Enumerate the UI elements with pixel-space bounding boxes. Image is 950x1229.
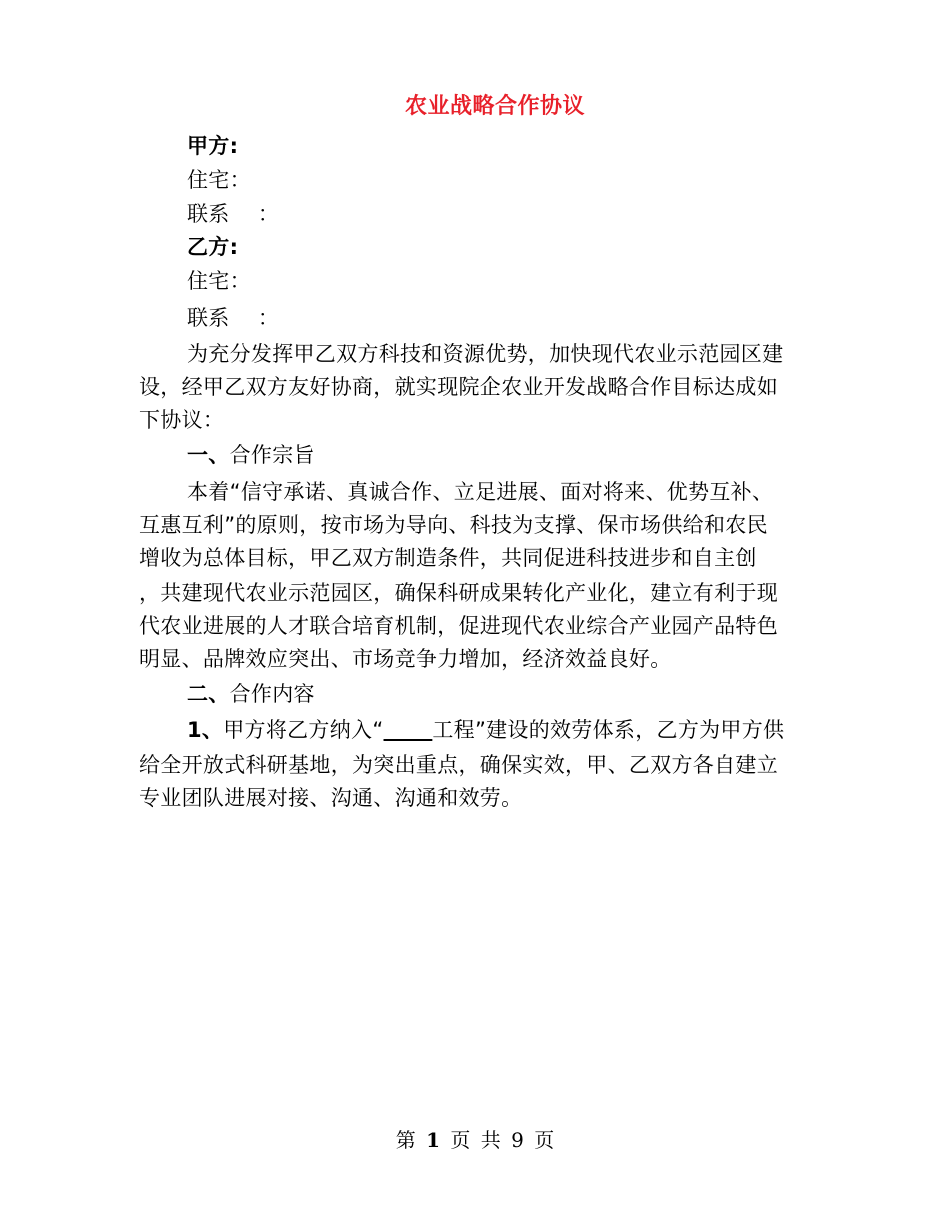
paragraph-line: 给全开放式科研基地，为突出重点，确保实效，甲、乙双方各自建立 (139, 753, 778, 777)
paragraph-line: 为充分发挥甲乙双方科技和资源优势，加快现代农业示范园区建 (187, 342, 784, 366)
section-2-heading (187, 677, 867, 711)
footer-middle: 页 共 (450, 1128, 501, 1152)
item-text-post: 工程”建设的效劳体系，乙方为甲方供 (432, 718, 785, 742)
section-title: 合作内容 (229, 682, 315, 706)
fill-in-blank (384, 718, 433, 742)
paragraph-line: 本着“信守承诺、真诚合作、立足进展、面对将来、优势互补、 (187, 480, 774, 504)
section-title: 合作宗旨 (229, 443, 315, 467)
section-number: 二、 (187, 682, 230, 706)
document-title: 农业战略合作协议 (404, 93, 585, 119)
paragraph-line: 增收为总体目标，甲乙双方制造条件，共同促进科技进步和自主创 (139, 546, 757, 570)
current-page-number: 1 (426, 1128, 441, 1152)
footer-suffix: 页 (534, 1128, 555, 1152)
section-1-heading (187, 438, 867, 472)
paragraph-line: 明显、品牌效应突出、市场竞争力增加，经济效益良好。 (139, 647, 672, 671)
section-number: 一、 (187, 443, 230, 467)
item-first-line (187, 713, 867, 747)
party-a-label: 甲方: (187, 134, 239, 158)
party-a-contact: 联系 ： (187, 202, 280, 226)
item-separator: 、 (201, 718, 224, 742)
total-page-number: 9 (511, 1128, 524, 1152)
paragraph-line: 设，经甲乙双方友好协商，就实现院企农业开发战略合作目标达成如 (139, 375, 778, 399)
party-b-label: 乙方: (187, 235, 239, 259)
paragraph-line: 专业团队进展对接、沟通、沟通和效劳。 (139, 786, 523, 810)
item-text-pre: 甲方将乙方纳入“ (223, 718, 384, 742)
page-footer (0, 1124, 950, 1156)
footer-prefix: 第 (395, 1128, 416, 1152)
paragraph-line: ，共建现代农业示范园区，确保科研成果转化产业化，建立有利于现 (139, 581, 778, 605)
paragraph-line: 互惠互利”的原则，按市场为导向、科技为支撑、保市场供给和农民 (139, 513, 768, 537)
item-number: 1 (187, 718, 202, 742)
paragraph-line: 下协议： (139, 408, 225, 432)
party-a-address: 住宅： (187, 168, 251, 192)
party-b-address: 住宅： (187, 269, 251, 293)
paragraph-line: 代农业进展的人才联合培育机制，促进现代农业综合产业园产品特色 (139, 614, 778, 638)
party-b-contact: 联系 ： (187, 306, 280, 330)
